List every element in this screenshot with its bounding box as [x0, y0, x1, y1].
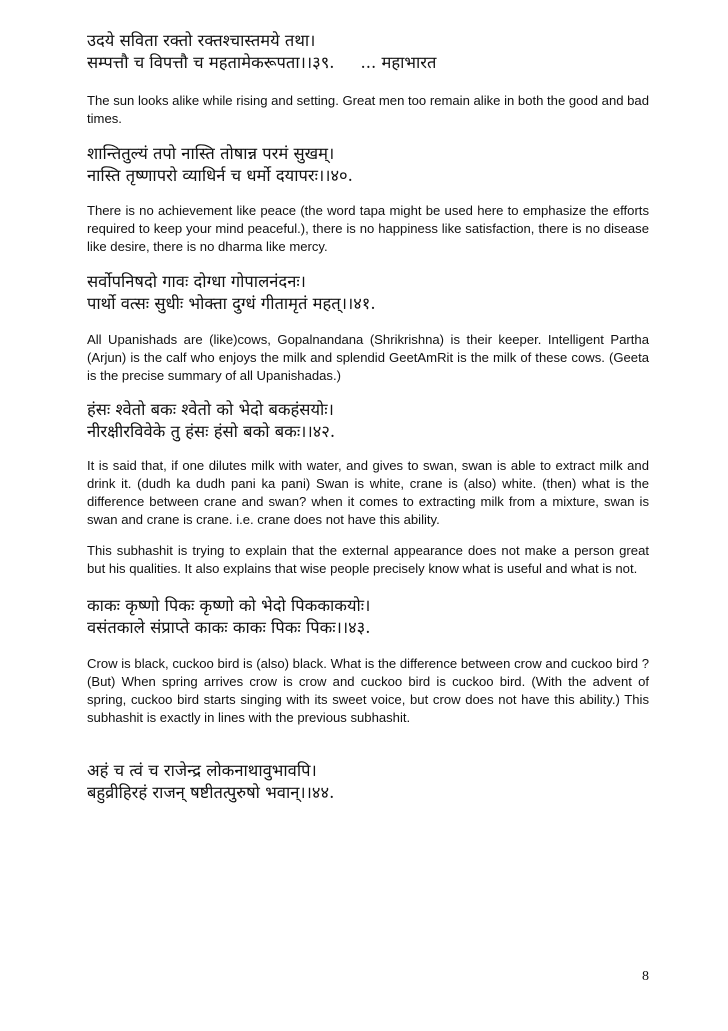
- sanskrit-line: बहुव्रीहिरहं राजन् षष्टीतत्पुरुषो भवान्।।४४.: [87, 783, 335, 802]
- verse-43: [87, 595, 649, 727]
- sanskrit-line: काकः कृष्णो पिकः कृष्णो को भेदो पिककाकयोः।: [87, 596, 371, 615]
- sanskrit-line: वसंतकाले संप्राप्ते काकः काकः पिकः पिकः।।४३.: [87, 618, 371, 637]
- sanskrit-line: सर्वोपनिषदो गावः दोग्धा गोपालनंदनः।: [87, 272, 306, 291]
- verse-42: [87, 399, 649, 578]
- verse-39: [87, 30, 649, 128]
- sanskrit-line: उदये सविता रक्तो रक्तश्चास्तमये तथा।: [87, 31, 316, 50]
- sanskrit-line: हंसः श्वेतो बकः श्वेतो को भेदो बकहंसयोः।: [87, 400, 334, 419]
- document-page: [87, 30, 649, 804]
- verse-41: [87, 271, 649, 385]
- sanskrit-line: नास्ति तृष्णापरो व्याधिर्न च धर्मो दयापरः।।४०.: [87, 166, 353, 185]
- translation-paragraph: It is said that, if one dilutes milk with water, and gives to swan, swan is able to extract milk and drink it. (dudh ka dudh pani ka pani) Swan is white, crane is (also) white. (then) what is the difference between crane and swan? when it comes to extracting milk from a mixture, swan is swan and crane is crane. i.e. crane does not have this ability.: [87, 458, 649, 527]
- translation-paragraph: All Upanishads are (like)cows, Gopalnandana (Shrikrishna) is their keeper. Intelligent Partha (Arjun) is the calf who enjoys the milk and splendid GeetAmRit is the milk of these cows. (Geeta is the precise summary of all Upanishadas.): [87, 332, 649, 383]
- sanskrit-line: पार्थो वत्सः सुधीः भोक्ता दुग्धं गीतामृतं महत्।।४१.: [87, 294, 376, 313]
- sanskrit-text: सम्पत्तौ च विपत्तौ च महतामेकरूपता।।३९.: [87, 53, 335, 72]
- verse-44: [87, 760, 649, 804]
- sanskrit-line: शान्तितुल्यं तपो नास्ति तोषान्न परमं सुखम्।: [87, 144, 335, 163]
- sanskrit-line: [87, 52, 649, 74]
- verse-40: [87, 143, 649, 256]
- translation-paragraph: This subhashit is trying to explain that the external appearance does not make a person great but his qualities. It also explains that wise people precisely know what is useful and what is not.: [87, 543, 649, 576]
- page-number: 8: [642, 969, 649, 984]
- translation-paragraph: The sun looks alike while rising and setting. Great men too remain alike in both the good and bad times.: [87, 93, 649, 126]
- translation-paragraph: Crow is black, cuckoo bird is (also) black. What is the difference between crow and cuckoo bird ? (But) When spring arrives crow is crow and cuckoo bird is cuckoo bird. (With the advent of spring, cuckoo bird starts singing with its sweet voice, but crow does not have this ability.) This subhashit is exactly in lines with the previous subhashit.: [87, 656, 649, 725]
- source-attribution: ... महाभारत: [360, 53, 437, 72]
- sanskrit-line: नीरक्षीरविवेके तु हंसः हंसो बको बकः।।४२.: [87, 422, 336, 441]
- sanskrit-line: अहं च त्वं च राजेन्द्र लोकनाथावुभावपि।: [87, 761, 317, 780]
- translation-paragraph: There is no achievement like peace (the word tapa might be used here to emphasize the efforts required to keep your mind peaceful.), there is no happiness like satisfaction, there is no disease like desire, there is no dharma like mercy.: [87, 203, 649, 254]
